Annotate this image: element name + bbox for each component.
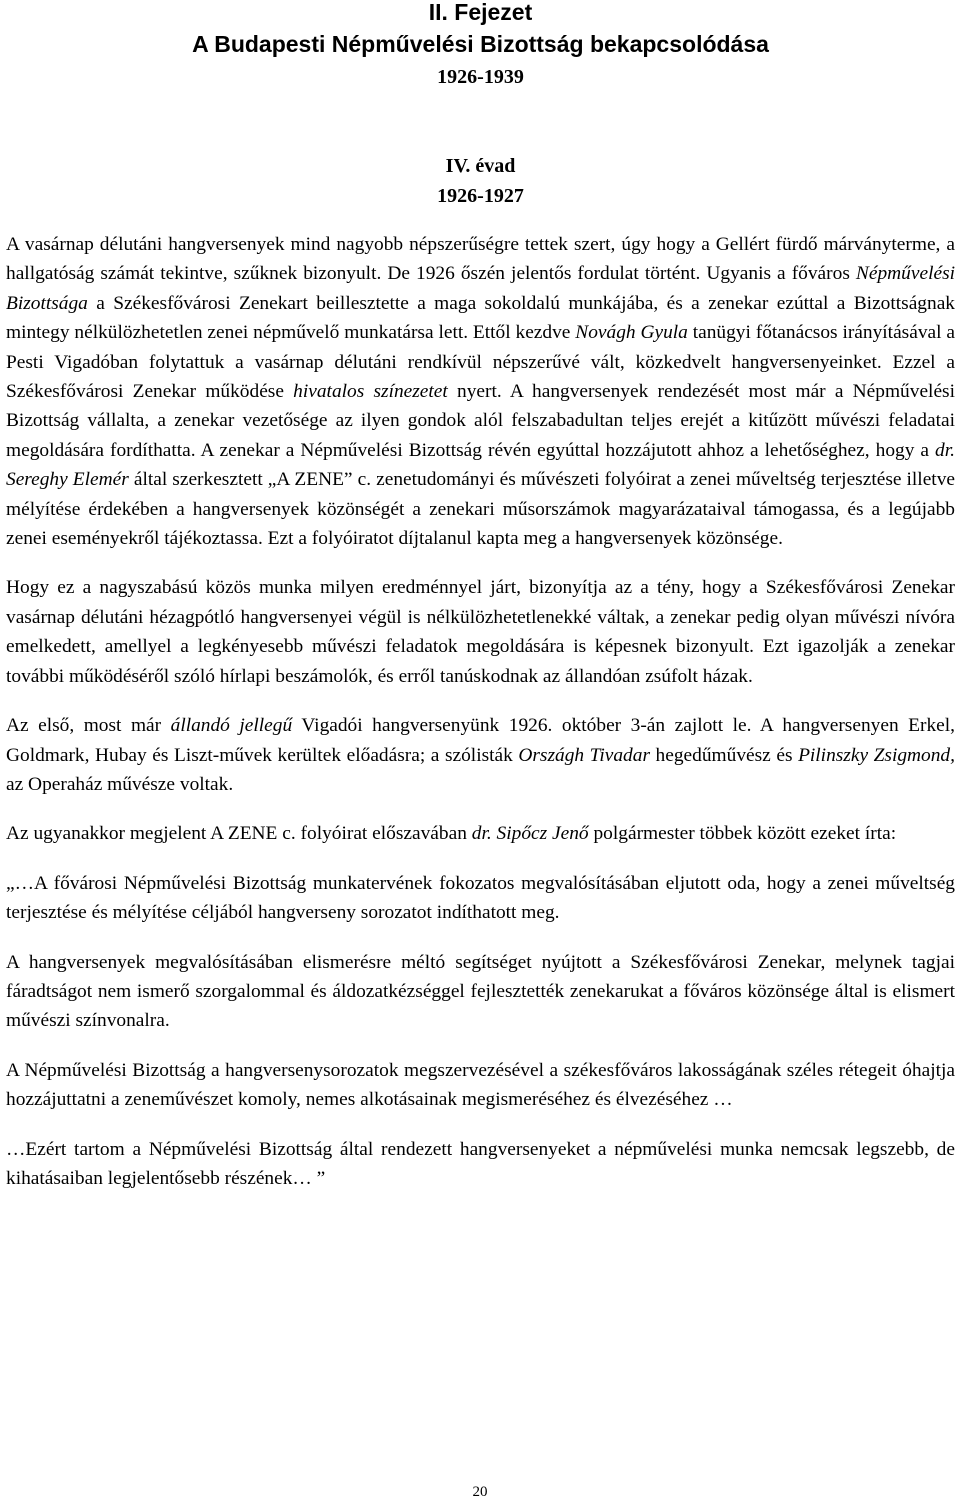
- paragraph-3-text-g: az Operaház művésze voltak.: [6, 773, 234, 795]
- season-heading: IV. évad: [445, 155, 516, 177]
- paragraph-1-emphasis-f: hivatalos színezetet: [293, 381, 448, 403]
- season-years: 1926-1927: [437, 185, 524, 207]
- quote-paragraph-3: A Népművelési Bizottság a hangversenysorozatok megszervezésével a székesfőváros lakosságának széles rétegeit óhajtja hozzájuttatni a zeneművészet komoly, nemes alkotásainak megismeréséhez és élvezéséhez …: [6, 1059, 955, 1111]
- paragraph-4-emphasis-b: dr. Sipőcz Jenő: [471, 823, 589, 845]
- page-number: 20: [472, 1484, 488, 1500]
- quote-paragraph-2: A hangversenyek megvalósításában elismerésre méltó segítséget nyújtott a Székesfővárosi Zenekar, melynek tagjai fáradtságot nem ismerő szorgalommal és áldozatkézséggel fejlesztették zenekarukat a főváros közönsége által is elismert művészi színvonalra.: [6, 951, 955, 1032]
- chapter-heading: II. Fejezet: [428, 0, 533, 25]
- paragraph-2: Hogy ez a nagyszabású közös munka milyen eredménnyel járt, bizonyítja az a tény, hogy a Székesfővárosi Zenekar vasárnap délutáni hézagpótló hangversenyei végül is nélkülözhetetlenekké váltak, a zenekar pedig olyan művészi nívóra emelkedett, amellyel a legkényesebb művészi feladatok megoldására is képesnek bizonyult. Ezt igazolják a zenekar további működéséről szóló hírlapi beszámolók, és erről tanúskodnak az állandóan zsúfolt házak.: [6, 577, 955, 687]
- paragraph-3-text-e: hegedűművész és: [650, 744, 799, 766]
- paragraph-3-emphasis-f: Pilinszky Zsigmond,: [798, 744, 955, 766]
- quote-paragraph-1: „…A fővárosi Népművelési Bizottság munkatervének fokozatos megvalósításában eljutott oda, hogy a zenei műveltség terjesztése és mélyítése céljából hangverseny sorozatot indíthatott meg.: [6, 872, 955, 924]
- paragraph-3-emphasis-d: Országh Tivadar: [518, 744, 650, 766]
- document-page: [6, 0, 955, 1193]
- paragraph-1-emphasis-d: Novágh Gyula: [575, 322, 688, 344]
- paragraph-3-emphasis-b: állandó jellegű: [170, 715, 293, 737]
- paragraph-3-text-a: Az első, most már: [6, 715, 171, 737]
- paragraph-4: [6, 819, 955, 848]
- paragraph-1-text-g: nyert. A hangversenyek rendezését most már a Népművelési Bizottság vállalta, a zenekar vezetősége az ilyen gondok alól felszabadultan teljes erejét a kitűzött művészi feladatai megoldására fordíthatta. A zenekar a Népművelési Bizottság révén egyúttal hozzájutott ahhoz a lehetőséghez, hogy a: [6, 381, 955, 461]
- quote-paragraph-4: …Ezért tartom a Népművelési Bizottság által rendezett hangversenyeket a népművelési munka nemcsak legszebb, de kihatásaiban legjelentősebb részének… ”: [6, 1138, 955, 1189]
- chapter-years: 1926-1939: [437, 66, 524, 88]
- chapter-title: A Budapesti Népművelési Bizottság bekapcsolódása: [192, 31, 769, 57]
- paragraph-1: [6, 230, 955, 553]
- paragraph-1-text-c: a Székesfővárosi Zenekart beillesztette a maga sokoldalú munkájába, és a zenekar ezúttal a Bizottságnak mintegy nélkülözhetetlen zenei népművelő munkatársa lett. Ettől kezdve: [6, 292, 955, 344]
- paragraph-1-emphasis-h: dr. Sereghy Elemér: [6, 439, 955, 491]
- paragraph-3-text-c: Vigadói hangversenyünk 1926. október 3-án zajlott le. A hangversenyen Erkel, Goldmark, Hubay és Liszt-művek kerültek előadásra; a szólisták: [6, 715, 955, 766]
- paragraph-1-emphasis-b: Népművelési Bizottsága: [6, 263, 955, 314]
- paragraph-4-text-c: polgármester többek között ezeket írta:: [588, 823, 897, 845]
- paragraph-1-text-a: A vasárnap délutáni hangversenyek mind nagyobb népszerűségre tettek szert, úgy hogy a Gellért fürdő márványterme, a hallgatóság számát tekintve, szűknek bizonyult. De 1926 őszén jelentős fordulat történt. Ugyanis a főváros: [6, 234, 955, 285]
- paragraph-4-text-a: Az ugyanakkor megjelent A ZENE c. folyóirat előszavában: [6, 823, 472, 845]
- paragraph-1-text-e: tanügyi főtanácsos irányításával a Pesti Vigadóban folytattuk a vasárnap délutáni rendkívül népszerűvé vált, közkedvelt hangversenyeinket. Ezzel a Székesfővárosi Zenekar működése: [6, 322, 955, 403]
- paragraph-1-text-i: által szerkesztett „A ZENE” c. zenetudományi és művészeti folyóirat a zenei műveltség terjesztése illetve mélyítése érdekében a hangversenyek közönségét a zenekari műsorszámok magyarázataival támogassa, és a legújabb zenei eseményekről tájékoztassa. Ezt a folyóiratot díjtalanul kapta meg a hangversenyek közönsége.: [6, 469, 955, 550]
- paragraph-3: [6, 711, 955, 799]
